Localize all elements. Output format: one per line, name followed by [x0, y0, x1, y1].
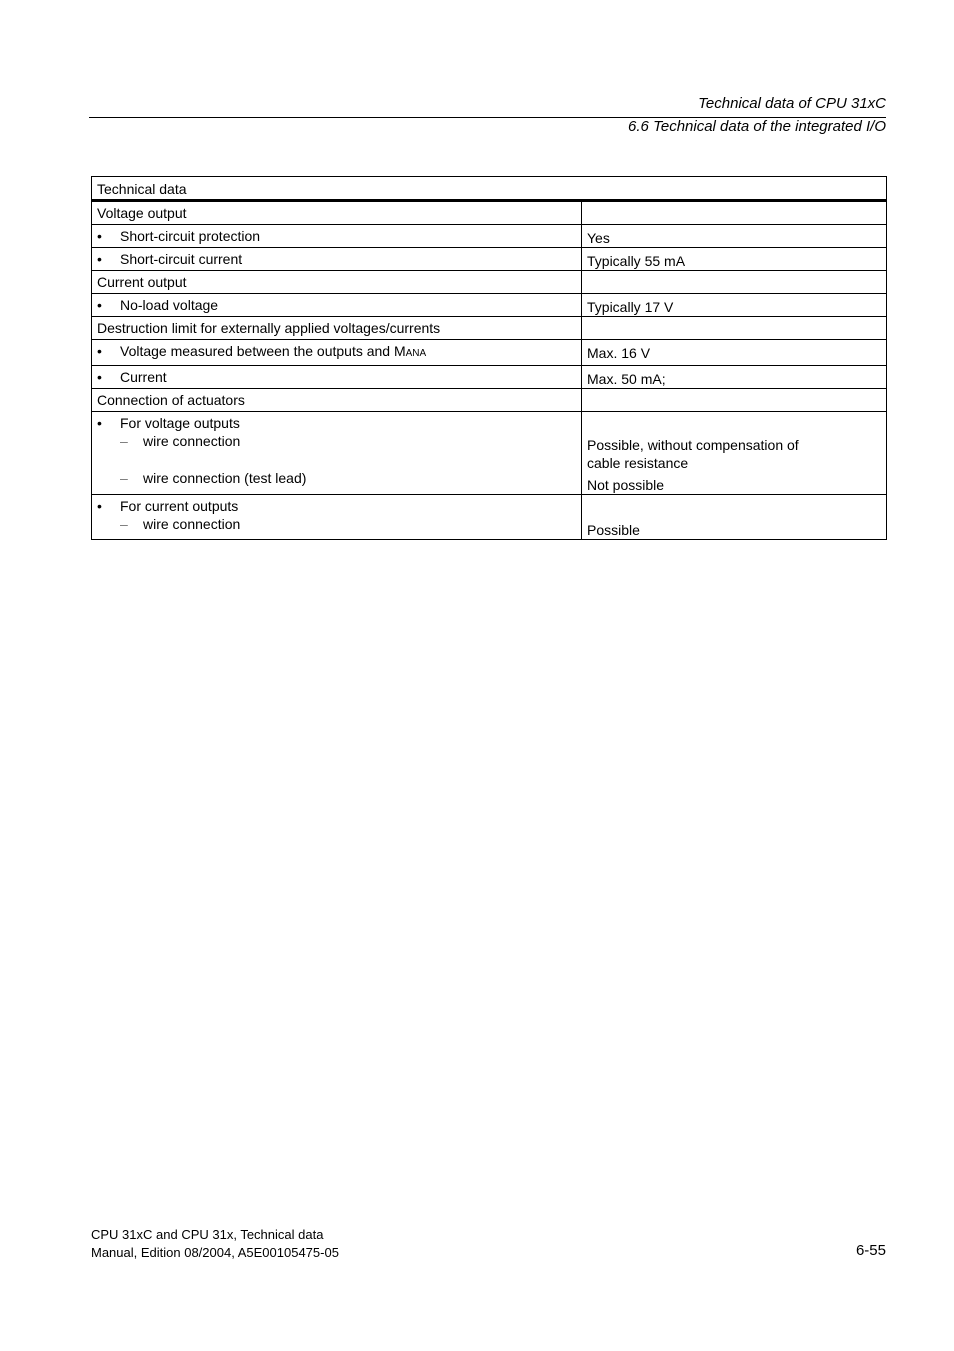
row-label: Connection of actuators [92, 389, 582, 412]
bullet: • [97, 498, 102, 514]
table-row [92, 248, 887, 271]
dash: – [120, 433, 128, 449]
row-label: Voltage measured between the outputs and M [120, 343, 406, 359]
bullet: • [97, 415, 102, 431]
row-value [582, 201, 887, 225]
row-value: Yes [582, 225, 887, 248]
sub-label: wire connection (test lead) [143, 470, 307, 486]
row-value: Typically 55 mA [582, 248, 887, 271]
row-value: Max. 16 V [582, 340, 887, 366]
footer-title: CPU 31xC and CPU 31x, Technical data [91, 1227, 324, 1242]
bullet: • [97, 343, 102, 359]
row-label: For current outputs [120, 498, 239, 514]
row-value: Possible [587, 522, 640, 538]
row-label: Voltage output [92, 201, 582, 225]
technical-data-table [91, 176, 887, 540]
table-title: Technical data [92, 177, 887, 201]
row-label: Destruction limit for externally applied voltages/currents [92, 317, 582, 340]
subscript-ana: ANA [405, 348, 427, 359]
row-label: Short-circuit protection [120, 228, 261, 244]
row-label: Current output [92, 271, 582, 294]
row-value: Max. 50 mA; [582, 366, 887, 389]
row-value [582, 389, 887, 412]
bullet: • [97, 251, 102, 267]
page-number: 6-55 [855, 1242, 886, 1259]
header-section: 6.6 Technical data of the integrated I/O [628, 118, 886, 135]
dash: – [120, 470, 128, 486]
bullet: • [97, 228, 102, 244]
table-row [92, 201, 887, 225]
table-row [92, 495, 887, 540]
row-value: cable resistance [587, 455, 689, 471]
header-chapter: Technical data of CPU 31xC [698, 95, 886, 112]
row-value [582, 317, 887, 340]
sub-label: wire connection [143, 433, 241, 449]
sub-label: wire connection [143, 516, 241, 532]
row-label: Short-circuit current [120, 251, 243, 267]
table-header-row [92, 177, 887, 201]
table-row [92, 225, 887, 248]
row-value [582, 271, 887, 294]
table-row [92, 366, 887, 389]
footer-edition: Manual, Edition 08/2004, A5E00105475-05 [91, 1245, 339, 1260]
table-row [92, 317, 887, 340]
row-label: For voltage outputs [120, 415, 240, 431]
table-row [92, 412, 887, 495]
row-value: Possible, without compensation of [587, 437, 799, 453]
row-label: Current [120, 369, 167, 385]
row-label: No-load voltage [120, 297, 219, 313]
row-value: Not possible [587, 477, 665, 493]
bullet: • [97, 369, 102, 385]
bullet: • [97, 297, 102, 313]
table-row [92, 340, 887, 366]
dash: – [120, 516, 128, 532]
table-row [92, 389, 887, 412]
table-row [92, 271, 887, 294]
table-row [92, 294, 887, 317]
row-value: Typically 17 V [582, 294, 887, 317]
